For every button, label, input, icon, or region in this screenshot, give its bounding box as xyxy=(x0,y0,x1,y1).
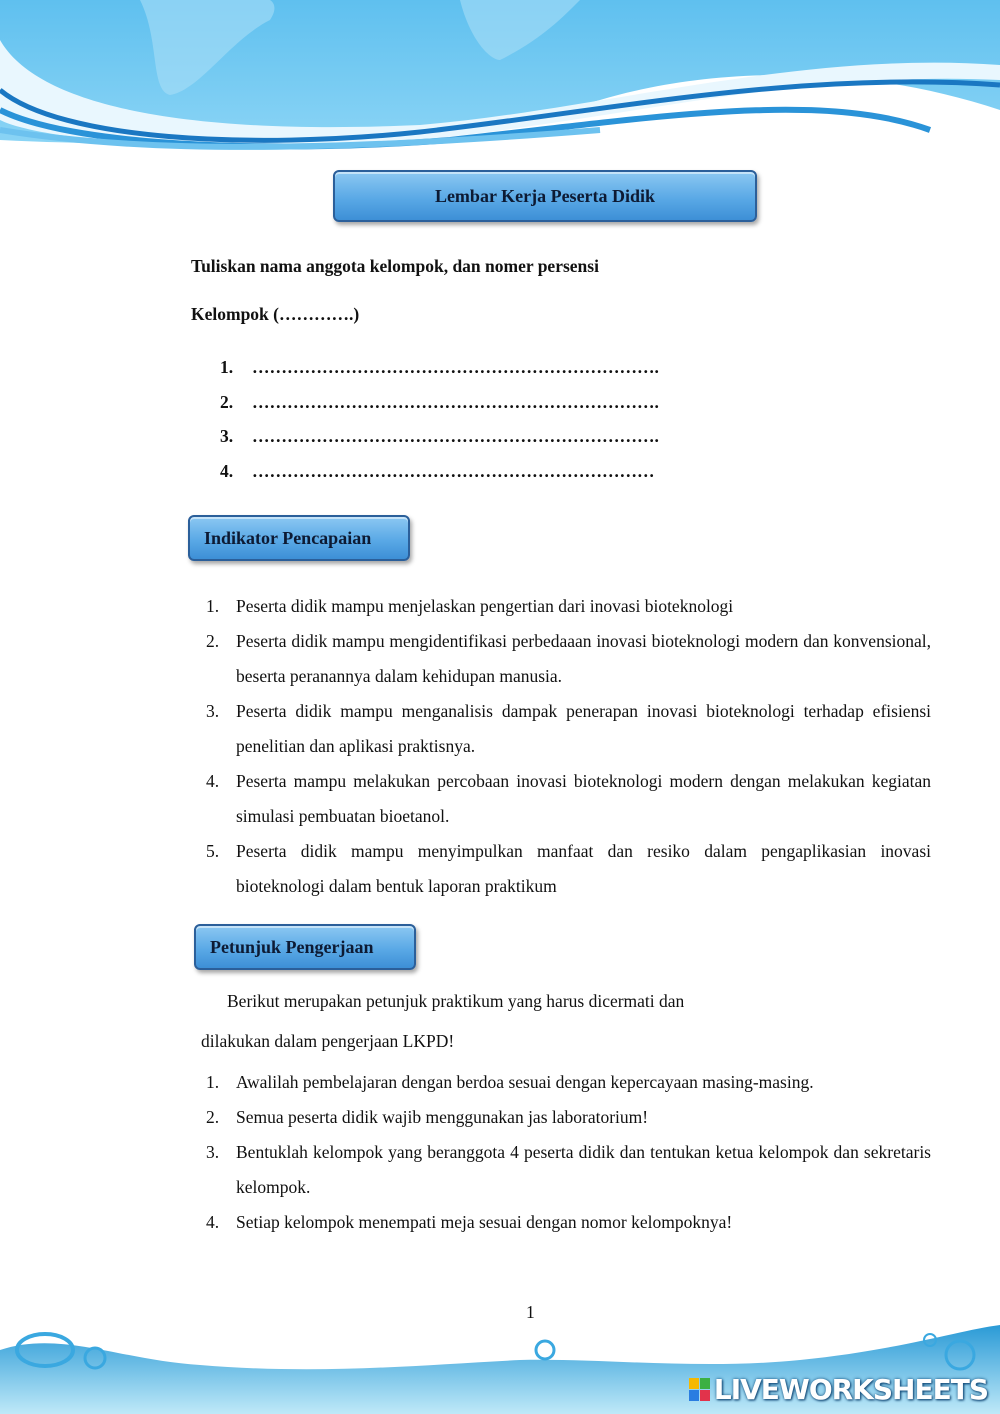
list-item: 4. Peserta mampu melakukan percobaan inovasi bioteknologi modern dengan melakukan kegiatan simulasi pembuatan bioetanol. xyxy=(206,771,931,826)
list-item: 5. Peserta didik mampu menyimpulkan manfaat dan resiko dalam pengaplikasian inovasi bioteknologi dalam bentuk laporan praktikum xyxy=(206,841,931,896)
indikator-list xyxy=(200,589,931,904)
liveworksheets-badge-icon xyxy=(689,1378,710,1401)
watermark-text: LIVEWORKSHEETS xyxy=(713,1373,988,1406)
member-line[interactable]: 3. ……………………………………………………………. xyxy=(220,426,659,446)
list-item: 4. Setiap kelompok menempati meja sesuai dengan nomor kelompoknya! xyxy=(206,1212,733,1232)
member-line[interactable]: 1. ……………………………………………………………. xyxy=(220,357,659,377)
page-title: Lembar Kerja Peserta Didik xyxy=(434,185,656,206)
member-instruction: Tuliskan nama anggota kelompok, dan nomer persensi xyxy=(191,256,599,276)
petunjuk-heading-banner xyxy=(194,924,416,970)
header-wave-banner xyxy=(0,0,1000,155)
petunjuk-intro-line2: dilakukan dalam pengerjaan LKPD! xyxy=(201,1031,455,1051)
worksheet-title-banner xyxy=(333,170,757,222)
indikator-heading: Indikator Pencapaian xyxy=(204,527,372,548)
list-item: 2. Semua peserta didik wajib menggunakan jas laboratorium! xyxy=(206,1107,649,1127)
list-item: 2. Peserta didik mampu mengidentifikasi perbedaaan inovasi bioteknologi modern dan konvensional, beserta peranannya dalam kehidupan manusia. xyxy=(206,631,931,686)
member-line[interactable]: 4. …………………………………………………………… xyxy=(220,460,655,481)
list-item: 1. Peserta didik mampu menjelaskan pengertian dari inovasi bioteknologi xyxy=(206,596,734,616)
member-line[interactable]: 2. ……………………………………………………………. xyxy=(220,391,659,412)
liveworksheets-logo xyxy=(689,1373,988,1406)
list-item: 3. Peserta didik mampu menganalisis dampak penerapan inovasi bioteknologi terhadap efisiensi penelitian dan aplikasi praktisnya. xyxy=(206,701,931,756)
member-list xyxy=(220,350,659,488)
page-number: 1 xyxy=(526,1302,535,1322)
petunjuk-list xyxy=(200,1065,931,1240)
indikator-heading-banner xyxy=(188,515,410,561)
petunjuk-intro-line1: Berikut merupakan petunjuk praktikum yang harus dicermati dan xyxy=(227,991,685,1011)
list-item: 3. Bentuklah kelompok yang beranggota 4 peserta didik dan tentukan ketua kelompok dan sekretaris kelompok. xyxy=(206,1142,931,1197)
list-item: 1. Awalilah pembelajaran dengan berdoa sesuai dengan kepercayaan masing-masing. xyxy=(206,1072,814,1092)
petunjuk-heading: Petunjuk Pengerjaan xyxy=(210,936,374,957)
group-label: Kelompok (………….) xyxy=(191,304,360,324)
